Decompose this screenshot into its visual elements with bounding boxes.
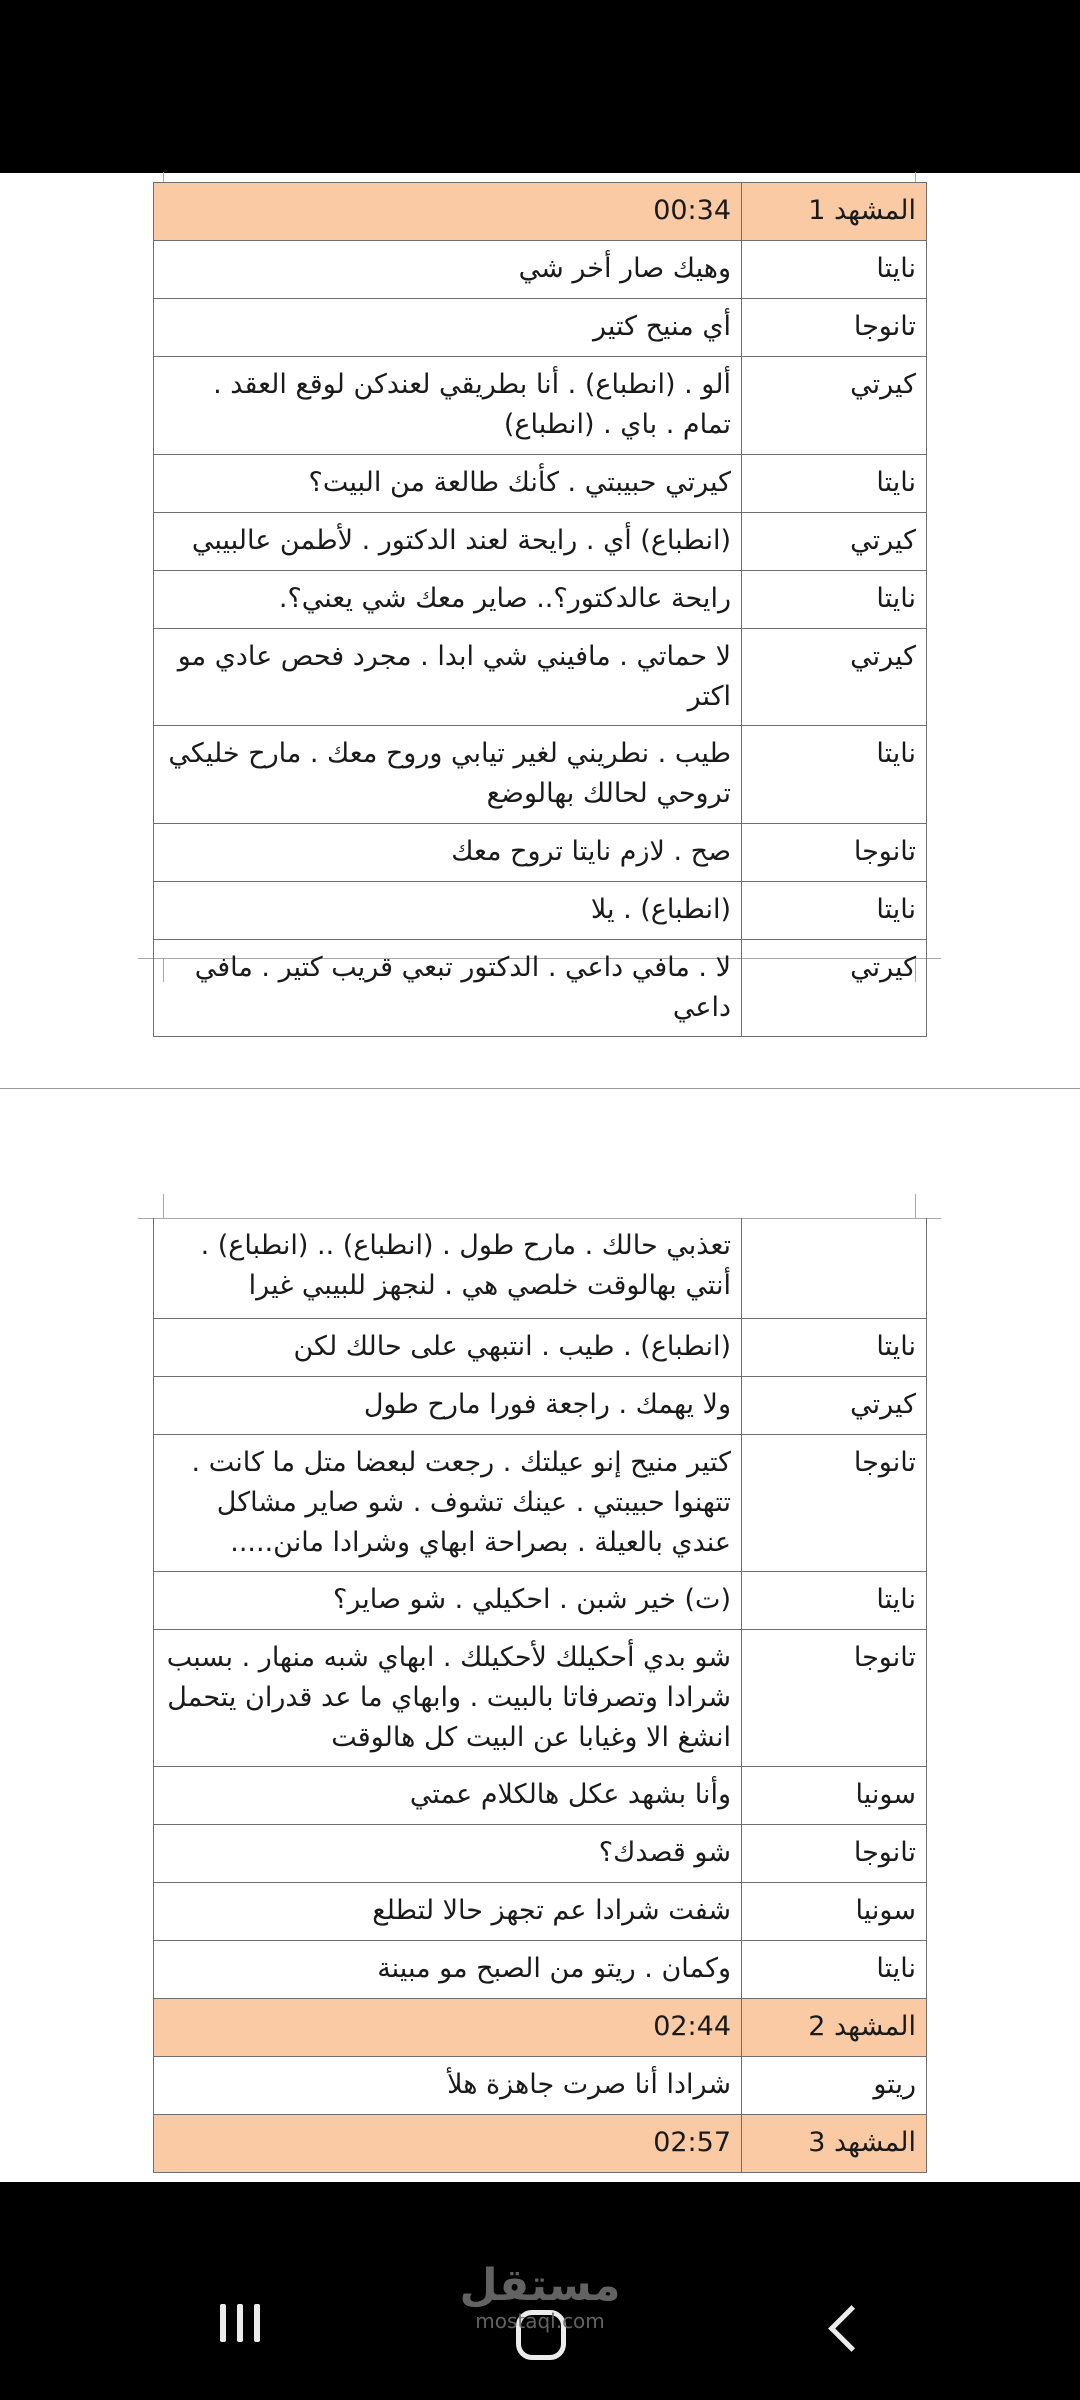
dialogue-line: ولا يهمك . راجعة فورا مارح طول (154, 1376, 742, 1434)
recent-apps-icon-bar (254, 2304, 260, 2342)
dialogue-row (154, 1434, 927, 1571)
scene-label: المشهد 2 (742, 1998, 927, 2056)
speaker-name: كيرتي (742, 357, 927, 455)
watermark-latin: mostaql.com (475, 2309, 605, 2333)
dialogue-row (154, 1882, 927, 1940)
recent-apps-icon-bar (237, 2304, 243, 2342)
dialogue-line: لا حماتي . مافيني شي ابدا . مجرد فحص عادي مو اكتر (154, 629, 742, 726)
dialogue-line: صح . لازم نايتا تروح معك (154, 824, 742, 882)
status-bar-area (0, 0, 1080, 173)
scene-header-row (154, 1998, 927, 2056)
scene-timecode: 02:57 (154, 2114, 742, 2172)
dialogue-row (154, 455, 927, 513)
dialogue-line: طيب . نطريني لغير تيابي وروح معك . مارح خليكي تروحي لحالك بهالوضع (154, 726, 742, 824)
scene-label: المشهد 3 (742, 2114, 927, 2172)
speaker-name: ريتو (742, 2056, 927, 2114)
dialogue-line: أي منيح كتير (154, 299, 742, 357)
dialogue-row (154, 1318, 927, 1376)
watermark-arabic: مستقل (459, 2260, 621, 2311)
dialogue-row (154, 2056, 927, 2114)
dialogue-line: (انطباع) . طيب . انتبهي على حالك لكن (154, 1318, 742, 1376)
script-table-page1 (153, 182, 927, 1037)
dialogue-line: كتير منيح إنو عيلتك . رجعت لبعضا متل ما كانت . تتهنوا حبيبتي . عينك تشوف . شو صاير مشاكل عندي بالعيلة . بصراحة ابهاي وشرادا مانن..... (154, 1434, 742, 1571)
speaker-name: كيرتي (742, 513, 927, 571)
dialogue-row (154, 824, 927, 882)
dialogue-row (154, 940, 927, 1037)
dialogue-line: كيرتي حبيبتي . كأنك طالعة من البيت؟ (154, 455, 742, 513)
dialogue-row (154, 1629, 927, 1766)
crop-mark (163, 1194, 164, 1218)
dialogue-line: تعذبي حالك . مارح طول . (انطباع) .. (انطباع) . أنتي بهالوقت خلصي هي . لنجهز للبيبي غيرا (154, 1218, 742, 1318)
dialogue-line: (انطباع) . يلا (154, 882, 742, 940)
speaker-name (742, 1218, 927, 1318)
dialogue-row (154, 571, 927, 629)
dialogue-row (154, 629, 927, 726)
dialogue-row (154, 299, 927, 357)
scene-timecode: 00:34 (154, 183, 742, 241)
dialogue-line: شفت شرادا عم تجهز حالا لتطلع (154, 1882, 742, 1940)
watermark-logo (440, 2262, 640, 2332)
dialogue-line: وكمان . ريتو من الصبح مو مبينة (154, 1940, 742, 1998)
speaker-name: كيرتي (742, 940, 927, 1037)
dialogue-row (154, 1766, 927, 1824)
speaker-name: تانوجا (742, 824, 927, 882)
dialogue-line: وأنا بشهد عكل هالكلام عمتي (154, 1766, 742, 1824)
crop-mark (915, 1194, 916, 1218)
scene-header-row (154, 183, 927, 241)
speaker-name: تانوجا (742, 1824, 927, 1882)
page-separator (0, 1088, 1080, 1089)
dialogue-line: (ت) خير شبن . احكيلي . شو صاير؟ (154, 1571, 742, 1629)
speaker-name: كيرتي (742, 1376, 927, 1434)
speaker-name: نايتا (742, 1318, 927, 1376)
speaker-name: نايتا (742, 882, 927, 940)
recent-apps-icon (220, 2304, 226, 2342)
dialogue-row (154, 726, 927, 824)
dialogue-row (154, 513, 927, 571)
speaker-name: كيرتي (742, 629, 927, 726)
recent-apps-button[interactable] (218, 2304, 262, 2344)
dialogue-row (154, 241, 927, 299)
speaker-name: نايتا (742, 455, 927, 513)
dialogue-row (154, 882, 927, 940)
speaker-name: سونيا (742, 1766, 927, 1824)
dialogue-row (154, 1940, 927, 1998)
script-table-page2 (153, 1218, 927, 2173)
speaker-name: نايتا (742, 571, 927, 629)
dialogue-row (154, 1218, 927, 1318)
dialogue-line: لا . مافي داعي . الدكتور تبعي قريب كتير . مافي داعي (154, 940, 742, 1037)
speaker-name: تانوجا (742, 1434, 927, 1571)
speaker-name: نايتا (742, 726, 927, 824)
dialogue-line: شو بدي أحكيلك لأحكيلك . ابهاي شبه منهار . بسبب شرادا وتصرفاتا بالبيت . وابهاي ما عد قدران يتحمل انشغ الا وغيابا عن البيت كل هالوقت (154, 1629, 742, 1766)
speaker-name: نايتا (742, 1571, 927, 1629)
speaker-name: نايتا (742, 1940, 927, 1998)
scene-header-row (154, 2114, 927, 2172)
speaker-name: سونيا (742, 1882, 927, 1940)
dialogue-line: رايحة عالدكتور؟.. صاير معك شي يعني؟. (154, 571, 742, 629)
dialogue-row (154, 357, 927, 455)
dialogue-line: (انطباع) أي . رايحة لعند الدكتور . لأطمن عالبيبي (154, 513, 742, 571)
dialogue-line: وهيك صار أخر شي (154, 241, 742, 299)
dialogue-row (154, 1571, 927, 1629)
dialogue-line: شو قصدك؟ (154, 1824, 742, 1882)
dialogue-row (154, 1376, 927, 1434)
speaker-name: تانوجا (742, 1629, 927, 1766)
speaker-name: تانوجا (742, 299, 927, 357)
dialogue-line: شرادا أنا صرت جاهزة هلأ (154, 2056, 742, 2114)
scene-timecode: 02:44 (154, 1998, 742, 2056)
scene-label: المشهد 1 (742, 183, 927, 241)
speaker-name: نايتا (742, 241, 927, 299)
dialogue-row (154, 1824, 927, 1882)
dialogue-line: ألو . (انطباع) . أنا بطريقي لعندكن لوقع العقد . تمام . باي . (انطباع) (154, 357, 742, 455)
